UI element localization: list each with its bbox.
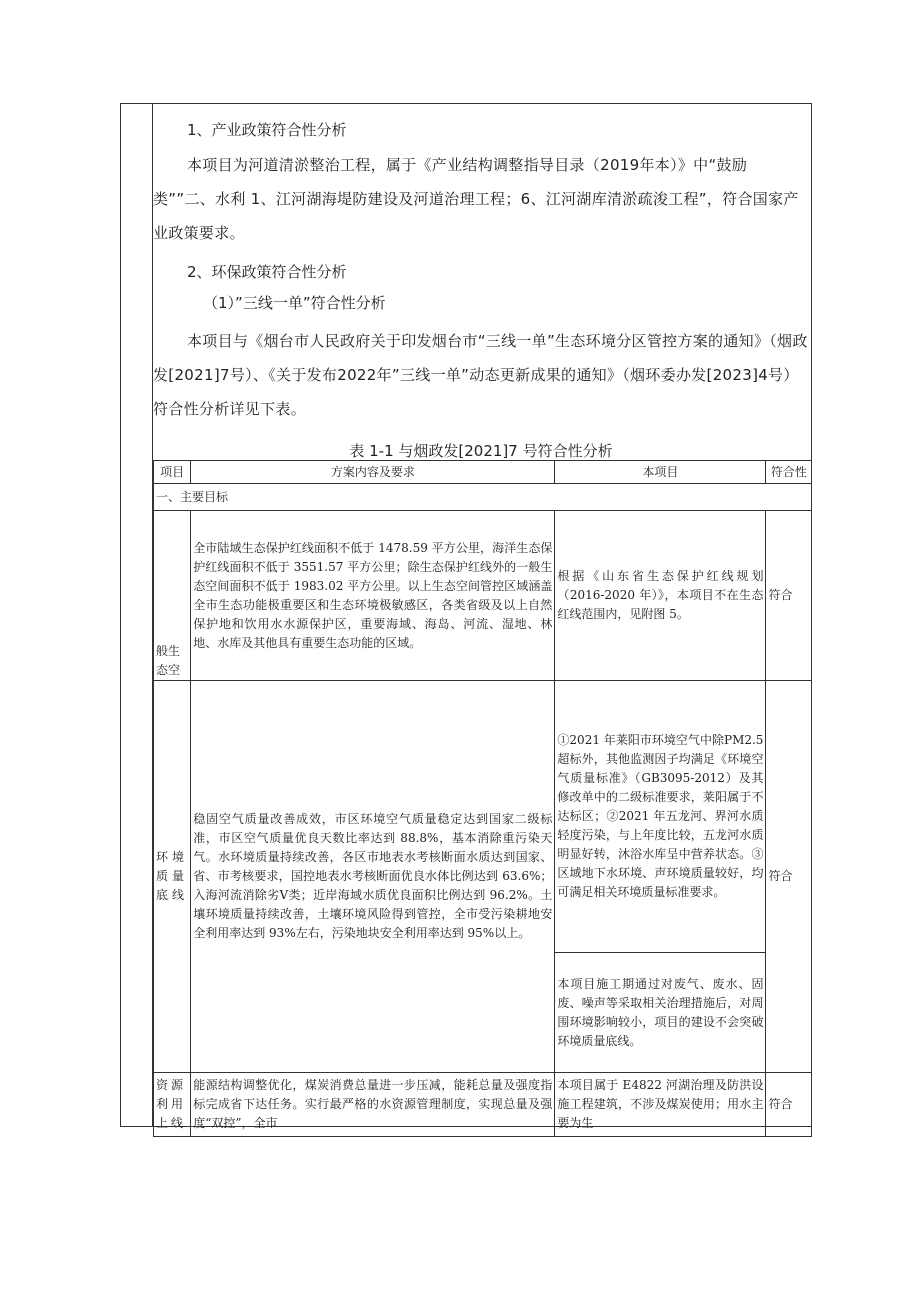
compliance-table [153,460,812,1137]
table-row [154,511,812,681]
row-project-resource: 本项目属于 E4822 河湖治理及防洪设施工程建筑，不涉及煤炭使用；用水主要为生 [555,1073,766,1137]
row-project-env-quality-b: 本项目施工期通过对废气、废水、固废、噪声等采取相关治理措施后，对周围环境影响较小，项目的建设不会突破环境质量底线。 [555,953,766,1073]
row-label-resource: 资源利用上线 [154,1073,191,1137]
header-compliance: 符合性 [766,461,812,484]
header-item: 项目 [154,461,191,484]
paragraph-industry-policy: 本项目为河道清淤整治工程，属于《产业结构调整指导目录（2019年本）》中“鼓励类””二、水利 1、江河湖海堤防建设及河道治理工程；6、江河湖库清淤疏浚工程”，符合国家产业政策要求。 [153,156,799,242]
row-project-env-quality-a: ①2021 年莱阳市环境空气中除PM2.5 超标外，其他监测因子均满足《环境空气质量标准》（GB3095-2012）及其修改单中的二级标准要求，莱阳属于不达标区；②2021 年五龙河、界河水质轻度污染，与上年度比较，五龙河水质明显好转，沐浴水库呈中营养状态。③区域地下水环境、声环境质量较好，均可满足相关环境质量标准要求。 [555,681,766,953]
row-label-env-quality: 环境质量底线 [154,681,191,1073]
subheading-three-lines: （1）”三线一单”符合性分析 [203,294,386,312]
row-requirement-ecology: 全市陆域生态保护红线面积不低于 1478.59 平方公里，海洋生态保护红线面积不低于 3551.57 平方公里；除生态保护红线外的一般生态空间面积不低于 1983.02 平方公里。以上生态空间管控区域涵盖全市生态功能极重要区和生态环境极敏感区，各类省级及以上自然保护地和饮用水水源保护区，重要海域、海岛、河流、湿地、林地、水库及其他具有重要生态功能的区域。 [191,511,555,681]
row-project-ecology: 根据《山东省生态保护红线规划（2016-2020 年）》，本项目不在生态红线范围内，见附图 5。 [555,511,766,681]
row-requirement-env-quality: 稳固空气质量改善成效，市区环境空气质量稳定达到国家二级标准，市区空气质量优良天数比率达到 88.8%，基本消除重污染天气。水环境质量持续改善，各区市地表水考核断面水质达到国家、省、市考核要求，国控地表水考核断面优良水体比例达到 63.6%；入海河流消除劣Ⅴ类；近岸海域水质优良面积比例达到 96.2%。土壤环境质量持续改善，土壤环境风险得到管控，全市受污染耕地安全利用率达到 93%左右，污染地块安全利用率达到 95%以上。 [191,681,555,1073]
row-result-resource: 符合 [766,1073,812,1137]
table-row [154,1073,812,1137]
heading-env-policy: 2、环保政策符合性分析 [187,263,347,281]
row-result-env-quality: 符合 [766,681,812,1073]
section-row [154,484,812,511]
row-result-ecology: 符合 [766,511,812,681]
heading-industry-policy: 1、产业政策符合性分析 [187,121,347,139]
table-row [154,681,812,953]
section-main-targets: 一、主要目标 [154,484,812,511]
table-header-row [154,461,812,484]
header-project: 本项目 [555,461,766,484]
left-margin-column [121,104,153,1126]
intro-section [153,108,809,426]
row-label-ecology: 般生态空 [154,511,191,681]
table-caption: 表 1-1 与烟政发[2021]7 号符合性分析 [349,442,613,460]
paragraph-three-lines: 本项目与《烟台市人民政府关于印发烟台市“三线一单”生态环境分区管控方案的通知》（烟政发[2021]7号）、《关于发布2022年”三线一单”动态更新成果的通知》（烟环委办发[2023]4号）符合性分析详见下表。 [153,332,808,418]
row-requirement-resource: 能源结构调整优化，煤炭消费总量进一步压减，能耗总量及强度指标完成省下达任务。实行最严格的水资源管理制度，实现总量及强度“双控”，全市 [191,1073,555,1137]
header-requirement: 方案内容及要求 [191,461,555,484]
